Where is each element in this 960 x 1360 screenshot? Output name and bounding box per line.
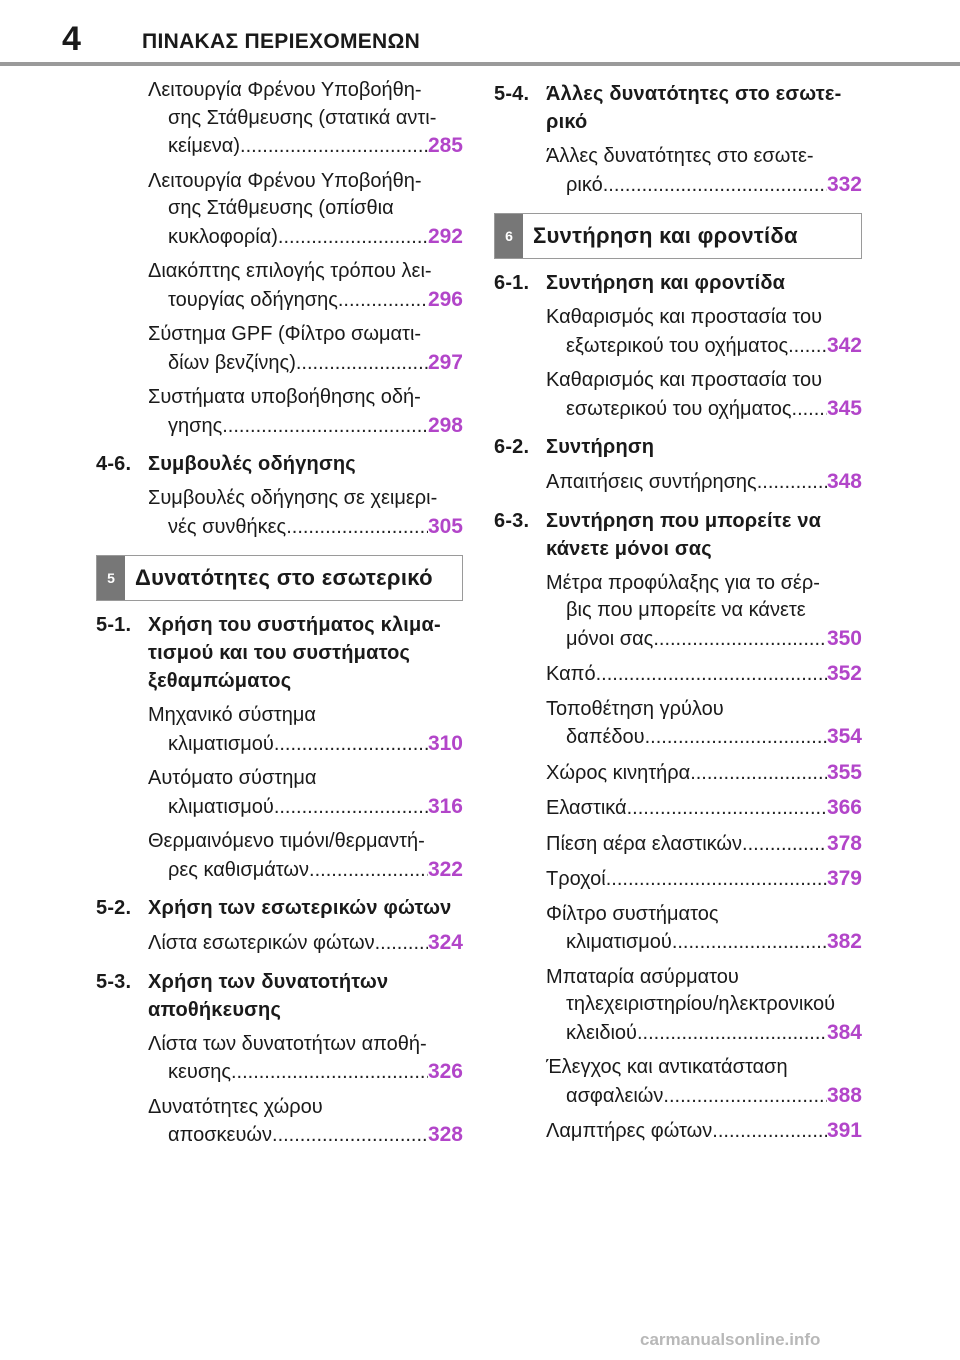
- page-link[interactable]: 285: [427, 134, 463, 157]
- page-link[interactable]: 345: [826, 396, 862, 420]
- toc-entry[interactable]: [96, 168, 463, 252]
- page-link[interactable]: 332: [826, 172, 862, 196]
- toc-group: [96, 702, 463, 884]
- toc-entry-text: τηλεχειριστηρίου/ηλεκτρονικού: [566, 993, 836, 1015]
- toc-entry-text: Ελαστικά: [546, 797, 627, 819]
- dot-leader: [309, 857, 428, 885]
- toc-entry-text: Συστήματα υποβοήθησης οδή-: [148, 386, 421, 408]
- toc-group: [96, 929, 463, 958]
- toc-entry[interactable]: [96, 258, 463, 314]
- toc-entry-text: κλειδιού: [566, 1021, 637, 1044]
- toc-entry-text: εξωτερικού του οχήματος: [566, 334, 789, 357]
- left-column: [96, 70, 463, 1150]
- toc-entry[interactable]: [494, 830, 862, 859]
- toc-entry-text: κυκλοφορία): [168, 225, 278, 248]
- toc-entry[interactable]: [96, 828, 463, 884]
- dot-leader: [663, 1083, 827, 1111]
- page-link[interactable]: 378: [826, 831, 862, 855]
- section-title: Χρήση των εσωτερικών φώτων: [148, 897, 452, 919]
- dot-leader: [278, 224, 428, 252]
- toc-entry[interactable]: [96, 321, 463, 377]
- section-heading-6-1: [494, 269, 862, 297]
- page-link[interactable]: 305: [427, 514, 463, 538]
- toc-entry[interactable]: [96, 929, 463, 958]
- page-link[interactable]: 316: [427, 794, 463, 818]
- section-number: 6-3.: [494, 509, 530, 532]
- toc-entry[interactable]: [494, 367, 862, 423]
- toc-entry-text: Μέτρα προφύλαξης για το σέρ-: [546, 571, 820, 594]
- toc-entry-text: Φίλτρο συστήματος: [546, 902, 719, 925]
- section-title: Συντήρηση που μπορείτε να κάνετε μόνοι σας: [546, 509, 822, 560]
- section-number: 4-6.: [96, 453, 132, 475]
- section-title: Άλλες δυνατότητες στο εσωτε-ρικό: [546, 83, 842, 133]
- toc-entry-text: Σύστημα GPF (Φίλτρο σωματι-: [148, 323, 422, 345]
- toc-entry-text: Λειτουργία Φρένου Υποβοήθη-: [148, 169, 422, 192]
- toc-entry[interactable]: [494, 901, 862, 957]
- toc-entry[interactable]: [494, 468, 862, 497]
- page-link[interactable]: 324: [427, 931, 463, 954]
- toc-entry-text: Απαιτήσεις συντήρησης: [546, 471, 757, 493]
- toc-entry-text: Άλλες δυνατότητες στο εσωτε-: [546, 145, 814, 167]
- section-title: Συντήρηση και φροντίδα: [546, 272, 786, 294]
- toc-entry[interactable]: [494, 660, 862, 689]
- section-heading-6-2: [494, 433, 862, 461]
- toc-entry-text: κλιματισμού: [168, 795, 274, 818]
- dot-leader: [690, 760, 827, 788]
- dot-leader: [788, 333, 827, 361]
- dot-leader: [637, 1020, 827, 1048]
- dot-leader: [792, 396, 827, 424]
- toc-entry[interactable]: [96, 1031, 463, 1087]
- dot-leader: [712, 1118, 827, 1146]
- toc-entry[interactable]: [494, 964, 862, 1048]
- page-link[interactable]: 391: [826, 1119, 862, 1142]
- toc-group: [494, 143, 862, 199]
- toc-group: [494, 570, 862, 1146]
- toc-entry-text: Τροχοί: [546, 868, 606, 890]
- dot-leader: [240, 133, 428, 161]
- toc-entry[interactable]: [494, 570, 862, 654]
- toc-group: [96, 77, 463, 440]
- chapter-title: Συντήρηση και φροντίδα: [533, 223, 798, 248]
- dot-leader: [338, 287, 428, 315]
- page-link[interactable]: 292: [427, 224, 463, 248]
- page-header: [0, 0, 960, 70]
- page-link[interactable]: 379: [826, 867, 862, 890]
- page-number: 4: [62, 20, 81, 58]
- toc-entry-text: Πίεση αέρα ελαστικών: [546, 832, 743, 855]
- toc-entry-text: σης Στάθμευσης (στατικά αντι-: [168, 106, 437, 129]
- dot-leader: [742, 831, 827, 859]
- page-link[interactable]: 355: [826, 760, 862, 784]
- dot-leader: [757, 469, 827, 497]
- toc-entry-text: Μπαταρία ασύρματου: [546, 965, 739, 988]
- dot-leader: [596, 661, 827, 689]
- toc-entry-text: Μηχανικό σύστημα: [148, 704, 316, 726]
- section-title: Συντήρηση: [546, 436, 655, 458]
- toc-entry-text: Λίστα εσωτερικών φώτων: [148, 932, 375, 954]
- toc-entry-text: τουργίας οδήγησης: [168, 288, 338, 311]
- toc-entry-text: κλιματισμού: [566, 931, 672, 953]
- toc-group: [494, 468, 862, 497]
- page-link[interactable]: 348: [826, 470, 862, 493]
- page-link[interactable]: 296: [427, 287, 463, 311]
- page-title: ΠΙΝΑΚΑΣ ΠΕΡΙΕΧΟΜΕΝΩΝ: [142, 30, 421, 53]
- toc-entry-text: ρες καθισμάτων: [168, 858, 310, 881]
- toc-entry-text: Έλεγχος και αντικατάσταση: [546, 1056, 788, 1078]
- toc-group: [96, 485, 463, 541]
- page-link[interactable]: 298: [427, 413, 463, 437]
- page-link[interactable]: 366: [826, 796, 862, 819]
- chapter-tab: 5: [97, 556, 125, 600]
- page-link[interactable]: 350: [826, 626, 862, 650]
- section-heading-5-3: [96, 968, 463, 1024]
- dot-leader: [645, 724, 827, 752]
- toc-group: [494, 304, 862, 423]
- toc-entry-text: Διακόπτης επιλογής τρόπου λει-: [148, 260, 432, 282]
- page-link[interactable]: 326: [427, 1060, 463, 1083]
- toc-entry-text: κλιματισμού: [168, 732, 274, 755]
- toc-entry-text: κείμενα): [168, 135, 241, 157]
- dot-leader: [375, 930, 428, 958]
- toc-entry-text: μόνοι σας: [566, 627, 654, 650]
- toc-entry-text: βις που μπορείτε να κάνετε: [566, 599, 806, 621]
- dot-leader: [603, 172, 827, 200]
- page-link[interactable]: 342: [826, 333, 862, 357]
- toc-entry[interactable]: [96, 765, 463, 821]
- page-link[interactable]: 328: [427, 1123, 463, 1146]
- toc-entry-text: ρικό: [566, 173, 603, 196]
- toc-entry-text: Λαμπτήρες φώτων: [546, 1120, 713, 1142]
- section-number: 6-1.: [494, 272, 530, 294]
- section-title: Χρήση των δυνατοτήτων αποθήκευσης: [148, 970, 389, 1021]
- section-title: Συμβουλές οδήγησης: [148, 453, 356, 475]
- toc-entry-text: Καπό: [546, 663, 596, 685]
- toc-entry[interactable]: [96, 485, 463, 541]
- toc-entry-text: δαπέδου: [566, 726, 645, 748]
- toc-entry-text: Αυτόματο σύστημα: [148, 767, 317, 789]
- toc-entry[interactable]: [96, 702, 463, 758]
- dot-leader: [272, 1122, 428, 1150]
- section-heading-6-3: [494, 507, 862, 563]
- right-column: [494, 70, 862, 1146]
- page-link[interactable]: 310: [427, 731, 463, 755]
- chapter-tab: 6: [495, 214, 523, 258]
- section-title: Χρήση του συστήματος κλιμα-τισμού και του συστήματος ξεθαμπώματος: [148, 614, 441, 692]
- toc-group: [96, 1031, 463, 1150]
- dot-leader: [231, 1059, 428, 1087]
- page-link[interactable]: 297: [427, 350, 463, 374]
- dot-leader: [274, 731, 428, 759]
- chapter-title: Δυνατότητες στο εσωτερικό: [135, 565, 433, 590]
- page-link[interactable]: 382: [826, 930, 862, 953]
- dot-leader: [606, 866, 827, 894]
- dot-leader: [672, 929, 827, 957]
- dot-leader: [653, 626, 827, 654]
- toc-entry[interactable]: [494, 794, 862, 823]
- toc-entry-text: Θερμαινόμενο τιμόνι/θερμαντή-: [148, 830, 425, 852]
- dot-leader: [286, 514, 428, 542]
- toc-entry[interactable]: [96, 384, 463, 440]
- toc-entry[interactable]: [96, 1094, 463, 1150]
- toc-entry-text: δίων βενζίνης): [168, 351, 296, 374]
- toc-entry[interactable]: [494, 865, 862, 894]
- page-link[interactable]: 322: [427, 857, 463, 881]
- dot-leader: [296, 350, 428, 378]
- section-heading-5-4: [494, 80, 862, 136]
- toc-entry-text: Χώρος κινητήρα: [546, 761, 691, 784]
- toc-entry-text: κευσης: [168, 1061, 231, 1083]
- header-rule: [0, 62, 960, 66]
- toc-entry-text: Τοποθέτηση γρύλου: [546, 697, 724, 720]
- watermark: carmanualsonline.info: [640, 1330, 821, 1349]
- section-number: 5-4.: [494, 83, 530, 105]
- section-heading-4-6: [96, 450, 463, 478]
- section-number: 5-2.: [96, 897, 132, 919]
- chapter-box-5: [96, 555, 463, 601]
- toc-entry-text: Λίστα των δυνατοτήτων αποθή-: [148, 1032, 427, 1055]
- toc-entry[interactable]: [494, 1117, 862, 1146]
- section-number: 5-1.: [96, 614, 132, 636]
- toc-entry-text: γησης: [168, 414, 223, 437]
- toc-entry-text: Λειτουργία Φρένου Υποβοήθη-: [148, 79, 422, 101]
- toc-entry-text: Συμβουλές οδήγησης σε χειμερι-: [148, 487, 438, 509]
- toc-entry[interactable]: [494, 759, 862, 788]
- page-link[interactable]: 354: [826, 725, 862, 748]
- toc-entry-text: Καθαρισμός και προστασία του: [546, 369, 823, 391]
- toc-entry-text: Καθαρισμός και προστασία του: [546, 306, 823, 328]
- toc-entry-text: ασφαλειών: [566, 1084, 664, 1107]
- section-number: 6-2.: [494, 436, 530, 458]
- dot-leader: [627, 795, 827, 823]
- page-link[interactable]: 388: [826, 1083, 862, 1107]
- toc-entry-text: Δυνατότητες χώρου: [148, 1095, 323, 1118]
- dot-leader: [222, 413, 428, 441]
- section-heading-5-1: [96, 611, 463, 695]
- toc-entry-text: εσωτερικού του οχήματος: [566, 397, 792, 420]
- page-link[interactable]: 352: [826, 662, 862, 685]
- chapter-box-6: [494, 213, 862, 259]
- toc-entry[interactable]: [494, 1054, 862, 1110]
- toc-entry[interactable]: [494, 143, 862, 199]
- toc-entry-text: αποσκευών: [168, 1124, 273, 1146]
- toc-entry-text: σης Στάθμευσης (οπίσθια: [168, 197, 394, 219]
- toc-entry-text: νές συνθήκες: [168, 515, 287, 538]
- section-heading-5-2: [96, 894, 463, 922]
- dot-leader: [274, 794, 428, 822]
- page-link[interactable]: 384: [826, 1020, 862, 1044]
- section-number: 5-3.: [96, 970, 132, 993]
- toc-entry[interactable]: [494, 696, 862, 752]
- toc-entry[interactable]: [494, 304, 862, 360]
- toc-entry[interactable]: [96, 77, 463, 161]
